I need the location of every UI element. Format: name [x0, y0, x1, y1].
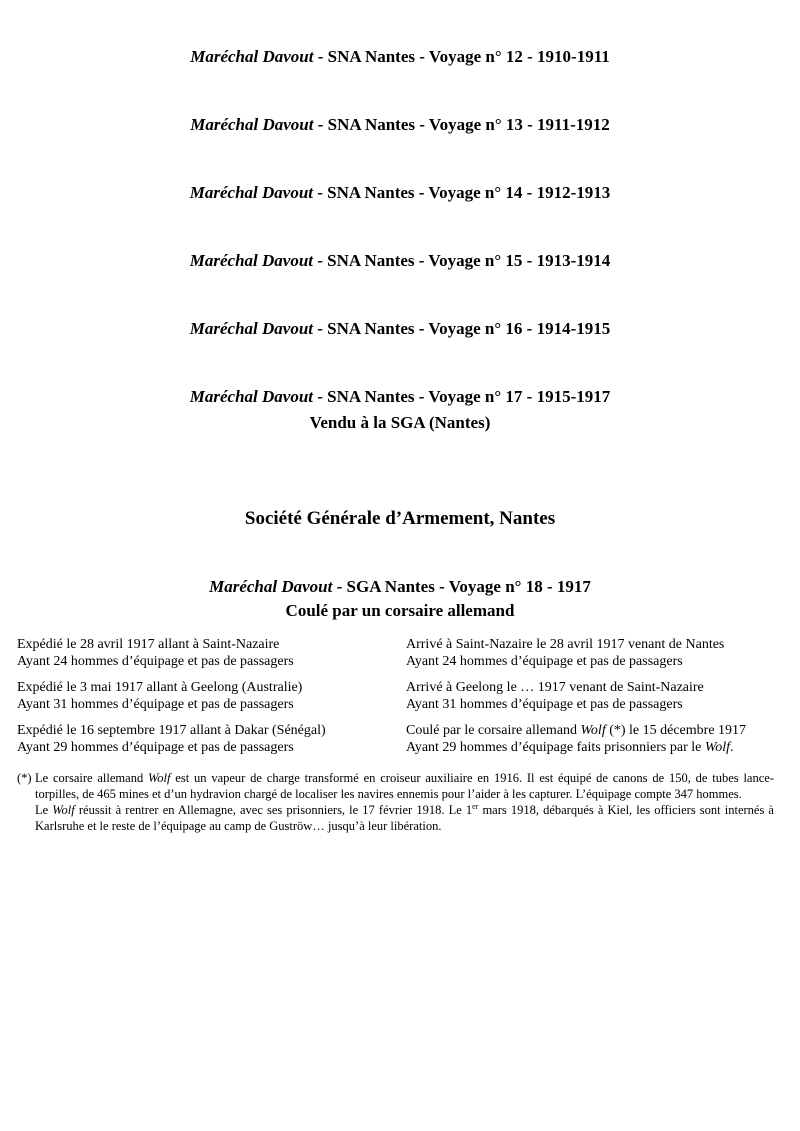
sinking-line [406, 722, 786, 739]
sold-note: Vendu à la SGA (Nantes) [309, 413, 491, 432]
leg-3-sinking [406, 722, 786, 756]
footnote-text: Le corsaire allemand [35, 771, 149, 785]
ship-name: Maréchal Davout [189, 319, 313, 338]
prisoners-text-b: . [730, 740, 734, 755]
sinking-text-b: (*) le 15 décembre 1917 [605, 723, 747, 738]
crew-line: Ayant 29 hommes d’équipage et pas de passagers [17, 740, 294, 755]
voyage-heading-15 [0, 248, 800, 274]
ship-name: Maréchal Davout [189, 183, 313, 202]
ship-name: Maréchal Davout [209, 577, 333, 596]
leg-2-arrival [406, 679, 786, 713]
voyage-details: - SNA Nantes - Voyage n° 13 - 1911-1912 [313, 115, 610, 134]
arrival-line: Arrivé à Saint-Nazaire le 28 avril 1917 venant de Nantes [406, 637, 725, 652]
leg-2-departure [17, 679, 387, 713]
footnote-text: est un vapeur de charge transformé en croiseur auxiliaire en 1916. Il est équipé de canons de 150, de tubes lance-torpilles, de 465 mines et d’un hydravion chargé de localiser les navires ennemis pour l’aider à les capturer. L’équipage compte 347 hommes. [35, 771, 774, 801]
crew-line: Ayant 31 hommes d’équipage et pas de passagers [17, 697, 294, 712]
footnote-text: mars 1918, débarqués à Kiel, les officiers sont internés à Karlsruhe et le reste de l’équipage au camp de Guströw… jusqu’à leur libération. [35, 803, 774, 833]
ordinal-suffix: er [472, 801, 479, 811]
voyage-details: - SNA Nantes - Voyage n° 14 - 1912-1913 [313, 183, 611, 202]
ship-name: Maréchal Davout [189, 387, 313, 406]
voyage-heading-14 [0, 180, 800, 206]
ship-name: Maréchal Davout [189, 251, 313, 270]
raider-name: Wolf [52, 803, 75, 817]
voyage-details: - SGA Nantes - Voyage n° 18 - 1917 [332, 577, 591, 596]
company-title: Société Générale d’Armement, Nantes [244, 508, 556, 529]
arrival-line: Arrivé à Geelong le … 1917 venant de Saint-Nazaire [406, 680, 704, 695]
footnote-paragraph-1 [35, 770, 774, 802]
voyage-heading-12 [0, 44, 800, 70]
voyage-details: - SNA Nantes - Voyage n° 15 - 1913-1914 [313, 251, 611, 270]
crew-line: Ayant 24 hommes d’équipage et pas de passagers [17, 654, 294, 669]
voyage-heading-17 [0, 384, 800, 410]
footnote-mark: (*) [17, 771, 32, 785]
voyage-heading-13 [0, 112, 800, 138]
footnote-paragraph-2 [35, 802, 774, 834]
crew-line: Ayant 24 hommes d’équipage et pas de passagers [406, 654, 683, 669]
raider-name: Wolf [580, 723, 606, 738]
raider-name: Wolf [704, 740, 731, 755]
leg-1-departure [17, 636, 387, 670]
ship-name: Maréchal Davout [190, 115, 314, 134]
departure-line: Expédié le 16 septembre 1917 allant à Dakar (Sénégal) [17, 723, 326, 738]
voyage-details: - SNA Nantes - Voyage n° 12 - 1910-1911 [313, 47, 610, 66]
leg-1-arrival [406, 636, 786, 670]
voyage-heading-18 [0, 574, 800, 600]
raider-name: Wolf [148, 771, 171, 785]
footnote-text: Le [35, 803, 53, 817]
prisoners-line [406, 739, 786, 756]
sunk-note: Coulé par un corsaire allemand [285, 601, 515, 620]
departure-line: Expédié le 28 avril 1917 allant à Saint-Nazaire [17, 637, 280, 652]
prisoners-text-a: Ayant 29 hommes d’équipage faits prisonniers par le [406, 740, 705, 755]
footnote [17, 770, 774, 834]
leg-3-departure [17, 722, 387, 756]
voyage-details: - SNA Nantes - Voyage n° 16 - 1914-1915 [313, 319, 611, 338]
departure-line: Expédié le 3 mai 1917 allant à Geelong (Australie) [17, 680, 303, 695]
footnote-text: réussit à rentrer en Allemagne, avec ses prisonniers, le 17 février 1918. Le 1 [74, 803, 473, 817]
sinking-text-a: Coulé par le corsaire allemand [406, 723, 581, 738]
ship-name: Maréchal Davout [190, 47, 314, 66]
voyage-details: - SNA Nantes - Voyage n° 17 - 1915-1917 [313, 387, 611, 406]
crew-line: Ayant 31 hommes d’équipage et pas de passagers [406, 697, 683, 712]
voyage-heading-16 [0, 316, 800, 342]
